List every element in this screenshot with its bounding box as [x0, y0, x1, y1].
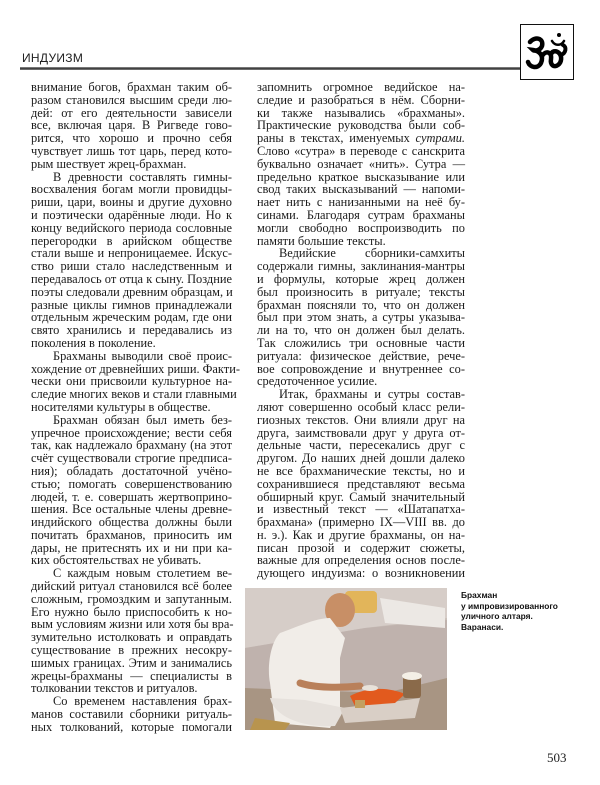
text-line: нает нить с нанизанными на неё бу-	[257, 195, 465, 210]
text-line: перегородки в арийском обществе	[31, 233, 232, 248]
text-line: зумительно истолковать и оправдать	[31, 630, 232, 645]
text-line: брахман поясняли то, что он должен	[257, 297, 465, 312]
caption-line: Варанаси.	[461, 621, 504, 632]
text-column-left	[31, 80, 240, 734]
text-line: индийского общества должны были	[31, 515, 232, 530]
text-line: передавалось от отца к сыну. Поздние	[31, 271, 232, 286]
text-line: восхваления богам могли провидцы-	[31, 182, 232, 197]
text-line: запомнить огромное ведийское на-	[257, 80, 465, 94]
text-line: гиозных текстов. Они влияли друг на	[257, 412, 465, 427]
text-line: брахмана» (примерно IX—VIII вв. до	[257, 515, 465, 530]
text-line: сложным, громоздким и запутанным.	[31, 591, 232, 606]
text-line: синами. Благодаря сутрам брахманы	[257, 207, 465, 222]
text-line: поэты следовали древним образцам, и	[31, 284, 233, 299]
text-line: манов составили сборники ритуаль-	[31, 707, 232, 722]
text-line: людей, т. е. совершать жертвоприно-	[31, 489, 232, 504]
text-line: ритуала: физическое действие, рече-	[257, 348, 465, 363]
text-line: содержали гимны, заклинания-мантры	[257, 259, 465, 274]
text-line: свято хранились и передавались из	[31, 323, 232, 338]
text-line: следие и разобраться в нём. Сборни-	[257, 92, 465, 107]
text-line: почитать брахманов, приносить им	[31, 527, 232, 542]
text-line: толковании текстов и ритуалов.	[31, 681, 198, 696]
text-line: счёт существовали строгие предписа-	[31, 451, 232, 466]
text-segment: раны в текстах, именуемых	[257, 131, 416, 146]
text-line: и известный текст — «Шатапатха-	[257, 502, 465, 517]
text-line: носителями культуры в обществе.	[31, 399, 211, 414]
text-line: шимых границах. Этим и занимались	[31, 655, 232, 670]
text-line: поколения в поколение.	[31, 335, 156, 350]
text-line: хождение от древнейших риши. Факти-	[31, 361, 240, 376]
text-line: рым шествует жрец-брахман.	[31, 156, 187, 171]
text-line: Брахманы выводили своё проис-	[53, 348, 232, 363]
text-line: другом. До наших дней дошли далеко	[257, 451, 465, 466]
text-line: С каждым новым столетием ве-	[53, 566, 232, 581]
brahman-photo	[245, 588, 447, 730]
text-line: дары, не притеснять их и ни при ка-	[31, 540, 232, 555]
text-line: Слово «сутра» в переводе с санскрита	[257, 143, 465, 158]
text-line: шения. Все остальные члены древне-	[31, 502, 232, 517]
text-line: В древности составлять гимны-	[53, 169, 232, 184]
text-line: дийский ритуал становился всё более	[31, 579, 232, 594]
text-line: разные циклы гимнов принадлежали	[31, 297, 232, 312]
text-line: писан прозой и содержит сюжеты,	[257, 540, 465, 555]
text-line: предельно краткое высказывание или	[257, 169, 465, 184]
text-line: Итак, брахманы и сутры состав-	[279, 387, 465, 402]
text-line: сохранившиеся представляют весьма	[257, 476, 465, 491]
text-line: Ведийские сборники-самхиты	[279, 246, 465, 261]
text-line: н. э.). Как и другие брахманы, он на-	[257, 527, 465, 542]
text-line: чувствует лишь тот царь, перед кото-	[31, 143, 232, 158]
caption-line: у импровизированного	[461, 600, 558, 611]
text-column-right	[257, 81, 465, 580]
text-line: важные для определения основ после-	[257, 553, 465, 568]
text-line: Так сложились три основные части	[257, 335, 465, 350]
text-line: вое сопровождение и внутреннее со-	[257, 361, 465, 376]
text-line: Со временем наставления брах-	[53, 694, 232, 709]
text-line: следие многих веков и стали главными	[31, 387, 237, 402]
italic-term: сутрами.	[415, 131, 465, 146]
om-symbol-icon	[520, 24, 574, 80]
text-line: свод таких высказываний — напоми-	[257, 182, 465, 197]
text-line: ство риши стало наследственным и	[31, 259, 232, 274]
text-line: рится, что хорошо и прочно себя	[31, 131, 232, 146]
photo-caption	[461, 590, 558, 632]
text-line: и формулы, которые жрец должен	[257, 271, 465, 286]
text-line: дей: от его деятельности зависели	[31, 105, 232, 120]
text-line: стью; помогать совершенствованию	[31, 476, 232, 491]
text-line: ли на то, что он должен был делать.	[257, 323, 465, 338]
text-line: риши, цари, воины и другие духовно	[31, 195, 232, 210]
text-line: и поэтически одарённые люди. Но к	[31, 207, 232, 222]
text-line: разом становился высшим среди лю-	[31, 92, 232, 107]
text-line: концу ведийского периода сословные	[31, 220, 232, 235]
text-line: ных толкований, которые помогали	[31, 719, 232, 734]
text-line: ки также назывались «брахманы».	[257, 105, 465, 120]
header-rule	[20, 67, 520, 70]
text-line: ляют совершенно особый класс рели-	[257, 399, 465, 414]
text-line: дующего индуизма: о возникновении	[257, 566, 465, 581]
text-line: Практические руководства были соб-	[257, 118, 465, 133]
text-line: стали выше и непроницаемее. Искус-	[31, 246, 232, 261]
text-line: могли свободно воспроизводить по	[257, 220, 465, 235]
text-line: средоточенное усилие.	[257, 374, 378, 389]
text-line: друга, заимствовали друг у друга от-	[257, 425, 465, 440]
caption-line: Брахман	[461, 590, 498, 600]
text-line: не все брахманические тексты, но и	[257, 463, 465, 478]
text-line: внимание богов, брахман таким об-	[31, 80, 232, 94]
text-line: Его нужно было приспособить к но-	[31, 604, 232, 619]
text-line: отдельным жреческим родам, где они	[31, 310, 232, 325]
text-line: буквально означает «нить». Сутра —	[257, 156, 465, 171]
text-line: чески они присвоили культурное на-	[31, 374, 232, 389]
text-line: жрецы-брахманы — специалисты в	[31, 668, 232, 683]
text-line: дельные части, пересекались друг с	[257, 438, 465, 453]
text-line: так, как надлежало брахману (на этот	[31, 438, 232, 453]
text-line: ния); обладать достаточной учёно-	[31, 463, 232, 478]
page-number: 503	[547, 750, 567, 765]
text-line: существование в прежних несокру-	[31, 643, 232, 658]
text-line: обширный круг. Самый значительный	[257, 489, 465, 504]
text-line: ких обстоятельствах не убивать.	[31, 553, 202, 568]
running-head-title: ИНДУИЗМ	[22, 51, 84, 65]
caption-line: уличного алтаря.	[461, 611, 533, 621]
text-line: все, включая царя. В Ригведе гово-	[31, 118, 232, 133]
text-line: Брахман обязан был иметь без-	[53, 412, 232, 427]
text-line: памяти большие тексты.	[257, 233, 386, 248]
text-line: упречное происхождение; вести себя	[31, 425, 232, 440]
text-line: был произносить в ритуале; тексты	[257, 284, 465, 299]
text-line: вым условиям жизни или хотя бы вра-	[31, 617, 234, 632]
text-line: был при этом знать, а сутры указыва-	[257, 310, 465, 325]
